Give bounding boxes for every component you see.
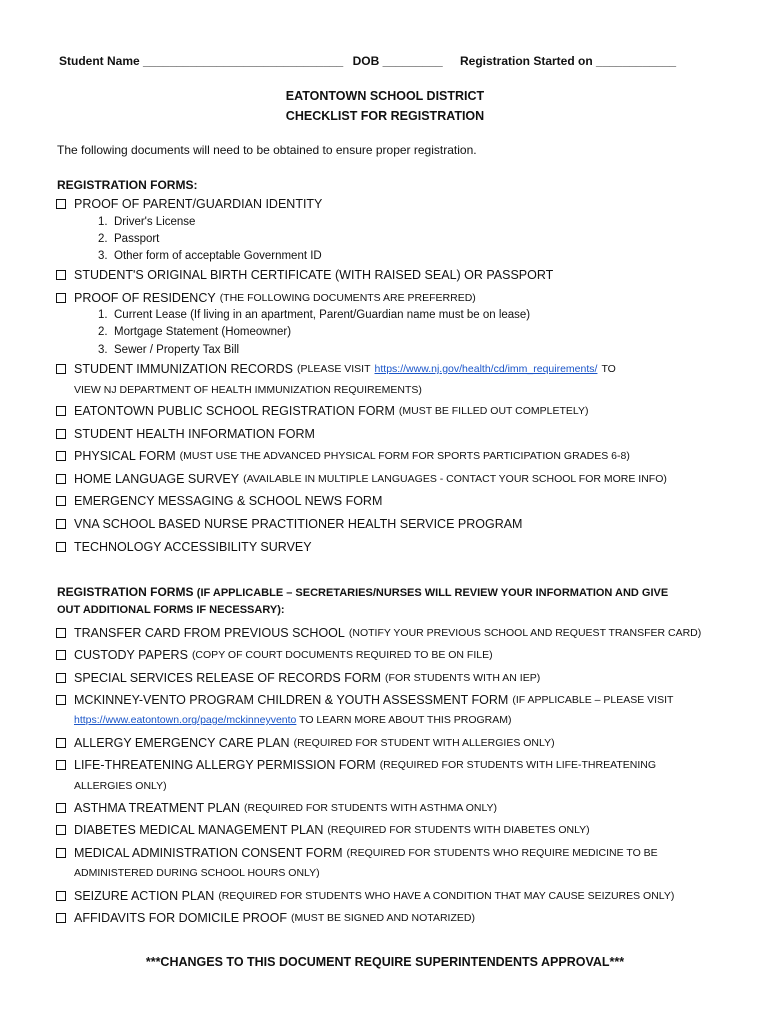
item-note: (IF APPLICABLE – PLEASE VISIT (512, 694, 674, 706)
item-asthma[interactable] (56, 801, 497, 815)
item-label: CUSTODY PAPERS (74, 648, 188, 662)
checkbox[interactable] (56, 891, 66, 901)
checkbox[interactable] (56, 474, 66, 484)
item-note-continued: https://www.eatontown.org/page/mckinneyvento TO LEARN MORE ABOUT THIS PROGRAM) (74, 714, 512, 726)
checkbox[interactable] (56, 451, 66, 461)
item-transfer[interactable] (56, 626, 701, 640)
item-label: STUDENT IMMUNIZATION RECORDS (74, 362, 293, 376)
item-physical[interactable] (56, 449, 630, 463)
section2-heading: REGISTRATION FORMS (IF APPLICABLE – SECRETARIES/NURSES WILL REVIEW YOUR INFORMATION AND GIVE (57, 585, 669, 599)
sub-item: 3. Sewer / Property Tax Bill (98, 344, 240, 356)
item-label: EMERGENCY MESSAGING & SCHOOL NEWS FORM (74, 494, 383, 508)
item-label: MEDICAL ADMINISTRATION CONSENT FORM (74, 846, 343, 860)
item-label: SEIZURE ACTION PLAN (74, 889, 215, 903)
sub-item: 2. Mortgage Statement (Homeowner) (98, 326, 292, 338)
mckinney-link[interactable]: https://www.eatontown.org/page/mckinneyvento (74, 714, 297, 726)
item-immunization[interactable]: STUDENT IMMUNIZATION RECORDS (PLEASE VISIT https://www.nj.gov/health/cd/imm_requirements/ TO (56, 362, 616, 376)
checkbox[interactable] (56, 293, 66, 303)
item-label: TRANSFER CARD FROM PREVIOUS SCHOOL (74, 626, 345, 640)
item-note: (REQUIRED FOR STUDENTS WITH DIABETES ONLY) (327, 824, 590, 836)
item-label: EATONTOWN PUBLIC SCHOOL REGISTRATION FORM (74, 404, 395, 418)
item-residency[interactable] (56, 291, 476, 305)
item-label: AFFIDAVITS FOR DOMICILE PROOF (74, 911, 287, 925)
item-label: PROOF OF PARENT/GUARDIAN IDENTITY (74, 197, 323, 211)
item-special-services[interactable] (56, 671, 540, 685)
checkbox[interactable] (56, 825, 66, 835)
item-home-language[interactable] (56, 472, 667, 486)
item-note: (THE FOLLOWING DOCUMENTS ARE PREFERRED) (219, 292, 476, 304)
sub-item: 1. Current Lease (If living in an apartment, Parent/Guardian name must be on lease) (98, 309, 531, 321)
item-label: HOME LANGUAGE SURVEY (74, 472, 240, 486)
intro-text: The following documents will need to be obtained to ensure proper registration. (57, 143, 477, 157)
item-note-continued: ADMINISTERED DURING SCHOOL HOURS ONLY) (74, 867, 320, 879)
item-medical-administration[interactable] (56, 846, 658, 860)
item-label: MCKINNEY-VENTO PROGRAM CHILDREN & YOUTH ASSESSMENT FORM (74, 693, 509, 707)
checkbox[interactable] (56, 496, 66, 506)
item-label: STUDENT'S ORIGINAL BIRTH CERTIFICATE (WITH RAISED SEAL) OR PASSPORT (74, 268, 554, 282)
checkbox[interactable] (56, 803, 66, 813)
checkbox[interactable] (56, 542, 66, 552)
item-label: SPECIAL SERVICES RELEASE OF RECORDS FORM (74, 671, 382, 685)
item-seizure[interactable] (56, 889, 674, 903)
checklist-title: CHECKLIST FOR REGISTRATION (285, 109, 485, 123)
item-vna[interactable] (56, 517, 522, 531)
header-fields (59, 54, 678, 68)
checkbox[interactable] (56, 364, 66, 374)
checkbox[interactable] (56, 270, 66, 280)
item-custody[interactable] (56, 648, 493, 662)
immunization-link[interactable]: https://www.nj.gov/health/cd/imm_requirements/ (374, 363, 598, 375)
item-label: STUDENT HEALTH INFORMATION FORM (74, 427, 315, 441)
dob-field[interactable]: DOB _________ (352, 54, 443, 68)
checkbox[interactable] (56, 406, 66, 416)
item-note: (REQUIRED FOR STUDENTS WITH ASTHMA ONLY) (244, 802, 497, 814)
item-birth-certificate[interactable] (56, 268, 553, 282)
item-label: DIABETES MEDICAL MANAGEMENT PLAN (74, 823, 324, 837)
item-emergency[interactable] (56, 494, 382, 508)
item-label: VNA SCHOOL BASED NURSE PRACTITIONER HEALTH SERVICE PROGRAM (74, 517, 523, 531)
item-note: (REQUIRED FOR STUDENTS WHO HAVE A CONDITION THAT MAY CAUSE SEIZURES ONLY) (218, 890, 675, 902)
item-proof-identity[interactable] (56, 197, 322, 211)
item-note: (MUST BE FILLED OUT COMPLETELY) (398, 405, 589, 417)
footer-approval-note: ***CHANGES TO THIS DOCUMENT REQUIRE SUPERINTENDENTS APPROVAL*** (145, 955, 625, 969)
checkbox[interactable] (56, 695, 66, 705)
item-label: ALLERGY EMERGENCY CARE PLAN (74, 736, 290, 750)
section1-heading: REGISTRATION FORMS: (57, 178, 198, 192)
item-label: TECHNOLOGY ACCESSIBILITY SURVEY (74, 540, 312, 554)
item-note: (PLEASE VISIT (296, 363, 371, 375)
checkbox[interactable] (56, 738, 66, 748)
item-label: PHYSICAL FORM (74, 449, 176, 463)
registration-started-field[interactable]: Registration Started on ____________ (460, 54, 677, 68)
section2-heading-continued: OUT ADDITIONAL FORMS IF NECESSARY): (57, 604, 285, 616)
checkbox[interactable] (56, 673, 66, 683)
item-registration-form[interactable] (56, 404, 589, 418)
checkbox[interactable] (56, 628, 66, 638)
checkbox[interactable] (56, 519, 66, 529)
item-life-threatening[interactable] (56, 758, 656, 772)
item-note: (REQUIRED FOR STUDENTS WHO REQUIRE MEDICINE TO BE (346, 847, 658, 859)
item-note: (REQUIRED FOR STUDENT WITH ALLERGIES ONLY) (293, 737, 555, 749)
checkbox[interactable] (56, 760, 66, 770)
item-allergy-plan[interactable] (56, 736, 555, 750)
student-name-field[interactable]: Student Name ______________________________ (59, 54, 344, 68)
item-diabetes[interactable] (56, 823, 590, 837)
checkbox[interactable] (56, 429, 66, 439)
district-title: EATONTOWN SCHOOL DISTRICT (285, 89, 485, 103)
item-mckinney-vento[interactable] (56, 693, 673, 707)
checkbox[interactable] (56, 848, 66, 858)
sub-item: 3. Other form of acceptable Government ID (98, 250, 322, 262)
item-note-continued: VIEW NJ DEPARTMENT OF HEALTH IMMUNIZATION REQUIREMENTS) (74, 384, 422, 396)
item-note: (FOR STUDENTS WITH AN IEP) (385, 672, 541, 684)
item-note: (NOTIFY YOUR PREVIOUS SCHOOL AND REQUEST TRANSFER CARD) (348, 627, 702, 639)
checkbox[interactable] (56, 650, 66, 660)
sub-item: 1. Driver's License (98, 216, 196, 228)
checkbox[interactable] (56, 199, 66, 209)
item-label: ASTHMA TREATMENT PLAN (74, 801, 241, 815)
item-note: (REQUIRED FOR STUDENTS WITH LIFE-THREATENING (379, 759, 656, 771)
item-note: (COPY OF COURT DOCUMENTS REQUIRED TO BE ON FILE) (191, 649, 493, 661)
checkbox[interactable] (56, 913, 66, 923)
item-note: (MUST BE SIGNED AND NOTARIZED) (290, 912, 475, 924)
item-note-continued: ALLERGIES ONLY) (74, 780, 167, 792)
item-note: (AVAILABLE IN MULTIPLE LANGUAGES - CONTACT YOUR SCHOOL FOR MORE INFO) (243, 473, 667, 485)
item-health-info[interactable] (56, 427, 315, 441)
item-label: LIFE-THREATENING ALLERGY PERMISSION FORM (74, 758, 376, 772)
sub-item: 2. Passport (98, 233, 160, 245)
item-technology[interactable] (56, 540, 312, 554)
item-note: (MUST USE THE ADVANCED PHYSICAL FORM FOR SPORTS PARTICIPATION GRADES 6-8) (179, 450, 630, 462)
item-affidavits[interactable] (56, 911, 475, 925)
item-label: PROOF OF RESIDENCY (74, 291, 216, 305)
